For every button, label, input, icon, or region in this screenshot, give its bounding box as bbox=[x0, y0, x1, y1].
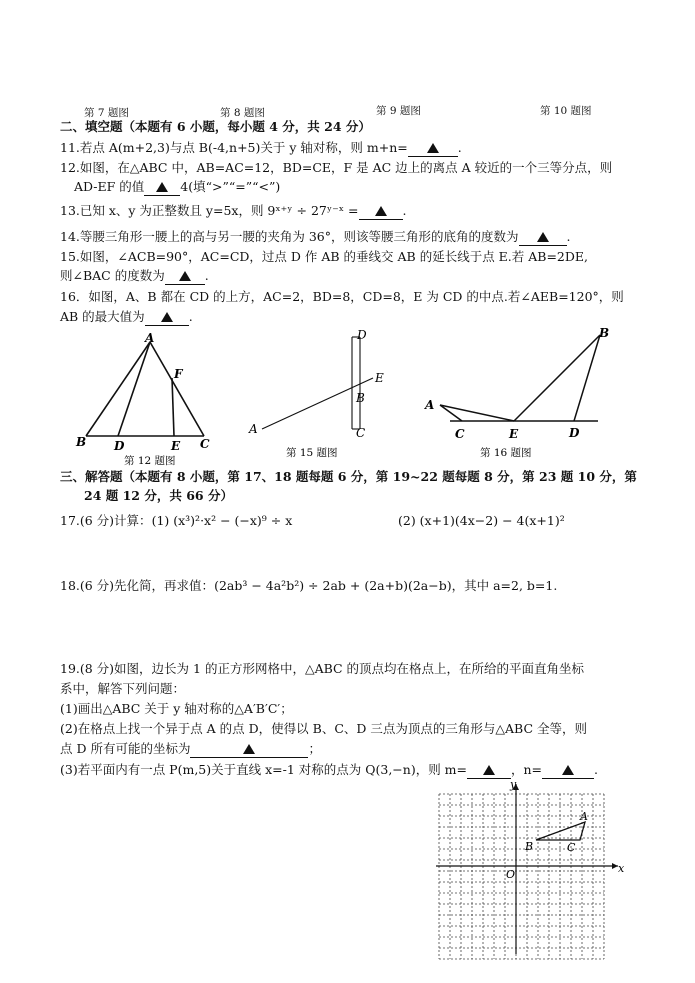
q17-part2: (2) (x+1)(4x−2) − 4(x+1)² bbox=[398, 513, 565, 528]
question-19-part2-line2 bbox=[60, 741, 321, 758]
triangle-icon bbox=[156, 182, 168, 192]
label-b: B bbox=[525, 840, 534, 853]
question-15-line1: 15.如图，∠ACB=90°，AC=CD，过点 D 作 AB 的垂线交 AB 的延长线于点 E.若 AB=2DE, bbox=[60, 249, 589, 264]
label-b: B bbox=[76, 435, 87, 449]
triangle-icon bbox=[427, 143, 439, 153]
label-b: B bbox=[356, 391, 365, 405]
question-19-part2-line1: (2)在格点上找一个异于点 A 的点 D，使得以 B、C、D 三点为顶点的三角形与△ABC 全等，则 bbox=[60, 721, 587, 736]
q17-label: 17.(6 分)计算： bbox=[60, 513, 152, 528]
label-e: E bbox=[375, 371, 384, 385]
label-a: A bbox=[580, 810, 588, 823]
q13-answer-blank[interactable] bbox=[359, 203, 403, 220]
question-19-line1: 19.(8 分)如图，边长为 1 的正方形网格中，△ABC 的顶点均在格点上，在所给的平面直角坐标 bbox=[60, 661, 585, 676]
triangle-icon bbox=[243, 744, 255, 754]
fig9-caption: 第 9 题图 bbox=[376, 105, 421, 117]
fig7-caption: 第 7 题图 bbox=[84, 107, 129, 119]
label-d: D bbox=[357, 328, 367, 342]
q16-text: AB 的最大值为 bbox=[60, 309, 145, 324]
triangle-icon bbox=[375, 206, 387, 216]
q12-text-b: 4(填“>”“=”“<”) bbox=[180, 179, 281, 194]
q14-text: 14.等腰三角形一腰上的高与另一腰的夹角为 36°，则该等腰三角形的底角的度数为 bbox=[60, 229, 519, 244]
q19-p2-semicolon: ； bbox=[308, 741, 321, 756]
question-12-line2 bbox=[74, 179, 280, 196]
triangle-icon bbox=[179, 271, 191, 281]
label-f: F bbox=[174, 367, 183, 381]
question-18 bbox=[60, 578, 557, 594]
label-c: C bbox=[455, 427, 465, 441]
q12-answer-blank[interactable] bbox=[144, 179, 180, 196]
q16-period: . bbox=[188, 309, 193, 324]
label-c: C bbox=[356, 426, 366, 440]
figure-15 bbox=[240, 325, 400, 465]
q14-answer-blank[interactable] bbox=[519, 229, 567, 246]
q17-part1: (1) (x³)²·x² − (−x)⁹ ÷ x bbox=[151, 513, 293, 528]
label-a: A bbox=[249, 422, 258, 436]
question-12-line1: 12.如图，在△ABC 中，AB=AC=12，BD=CE，F 是 AC 边上的离点 A 较近的一个三等分点，则 bbox=[60, 160, 613, 175]
triangle-icon bbox=[161, 312, 173, 322]
question-16-line2 bbox=[60, 309, 193, 326]
segment-ac bbox=[150, 342, 204, 436]
q11-text: 11.若点 A(m+2,3)与点 B(-4,n+5)关于 y 轴对称，则 m+n= bbox=[60, 140, 408, 155]
section3-heading-line2: 24 题 12 分，共 66 分） bbox=[84, 488, 233, 503]
q19-p3-period: . bbox=[594, 762, 599, 777]
segment-ab bbox=[86, 342, 150, 436]
fig15-caption: 第 15 题图 bbox=[286, 447, 338, 459]
fig10-caption: 第 10 题图 bbox=[540, 105, 592, 117]
q18-expression: (2ab³ − 4a²b²) ÷ 2ab + (2a+b)(2a−b) bbox=[214, 578, 452, 593]
label-d: D bbox=[569, 426, 580, 440]
label-a: A bbox=[425, 398, 435, 412]
label-origin: O bbox=[506, 868, 516, 881]
label-a: A bbox=[145, 331, 155, 345]
coordinate-grid bbox=[430, 772, 630, 960]
figure-16 bbox=[420, 325, 620, 465]
q12-text-a: AD-EF 的值 bbox=[74, 179, 145, 194]
question-19-part1: (1)画出△ABC 关于 y 轴对称的△A′B′C′； bbox=[60, 701, 293, 716]
triangle-icon bbox=[537, 232, 549, 242]
segment-ad bbox=[118, 342, 150, 436]
label-b: B bbox=[599, 326, 610, 340]
q11-period: . bbox=[457, 140, 462, 155]
q19-p3-text-a: (3)若平面内有一点 P(m,5)关于直线 x=-1 对称的点为 Q(3,−n)，则 m= bbox=[60, 762, 467, 777]
label-d: D bbox=[114, 439, 125, 453]
q16-answer-blank[interactable] bbox=[145, 309, 189, 326]
label-c: C bbox=[567, 841, 576, 854]
label-y: y bbox=[510, 778, 517, 791]
label-e: E bbox=[171, 439, 181, 453]
question-13 bbox=[60, 203, 407, 220]
triangle-abc bbox=[536, 822, 585, 840]
section3-heading-line1: 三、解答题（本题有 8 小题，第 17、18 题每题 6 分，第 19~22 题每题 8 分，第 23 题 10 分，第 bbox=[60, 469, 637, 484]
q15-text: 则∠BAC 的度数为 bbox=[60, 268, 165, 283]
q15-period: . bbox=[204, 268, 209, 283]
q13-period: . bbox=[402, 203, 407, 218]
fig16-caption: 第 16 题图 bbox=[480, 447, 532, 459]
fig8-caption: 第 8 题图 bbox=[220, 107, 265, 119]
q19-p2-text: 点 D 所有可能的坐标为 bbox=[60, 741, 191, 756]
question-14 bbox=[60, 229, 571, 246]
q13-text: 13.已知 x、y 为正整数且 y=5x，则 9ˣ⁺ʸ ÷ 27ʸ⁻ˣ = bbox=[60, 203, 359, 218]
q19-p3-text-b: ，n= bbox=[511, 762, 543, 777]
question-17 bbox=[60, 513, 292, 529]
question-19-line2: 系中，解答下列问题： bbox=[60, 681, 186, 696]
q15-answer-blank[interactable] bbox=[165, 268, 205, 285]
q19-p2-answer-blank[interactable] bbox=[190, 741, 308, 758]
fig12-caption: 第 12 题图 bbox=[124, 455, 176, 467]
question-16-line1: 16．如图，A、B 都在 CD 的上方，AC=2，BD=8，CD=8，E 为 CD 的中点.若∠AEB=120°，则 bbox=[60, 289, 624, 304]
label-e: E bbox=[509, 427, 519, 441]
question-11 bbox=[60, 140, 462, 157]
segment-fe bbox=[172, 378, 174, 436]
label-c: C bbox=[200, 437, 210, 451]
q14-period: . bbox=[566, 229, 571, 244]
q11-answer-blank[interactable] bbox=[408, 140, 458, 157]
q18-text-b: ，其中 a=2, b=1. bbox=[451, 578, 558, 593]
section2-heading: 二、填空题（本题有 6 小题，每小题 4 分，共 24 分） bbox=[60, 119, 371, 134]
figure-12 bbox=[70, 330, 230, 470]
label-x: x bbox=[618, 862, 625, 875]
q18-text-a: 18.(6 分)先化简，再求值： bbox=[60, 578, 215, 593]
question-15-line2 bbox=[60, 268, 209, 285]
